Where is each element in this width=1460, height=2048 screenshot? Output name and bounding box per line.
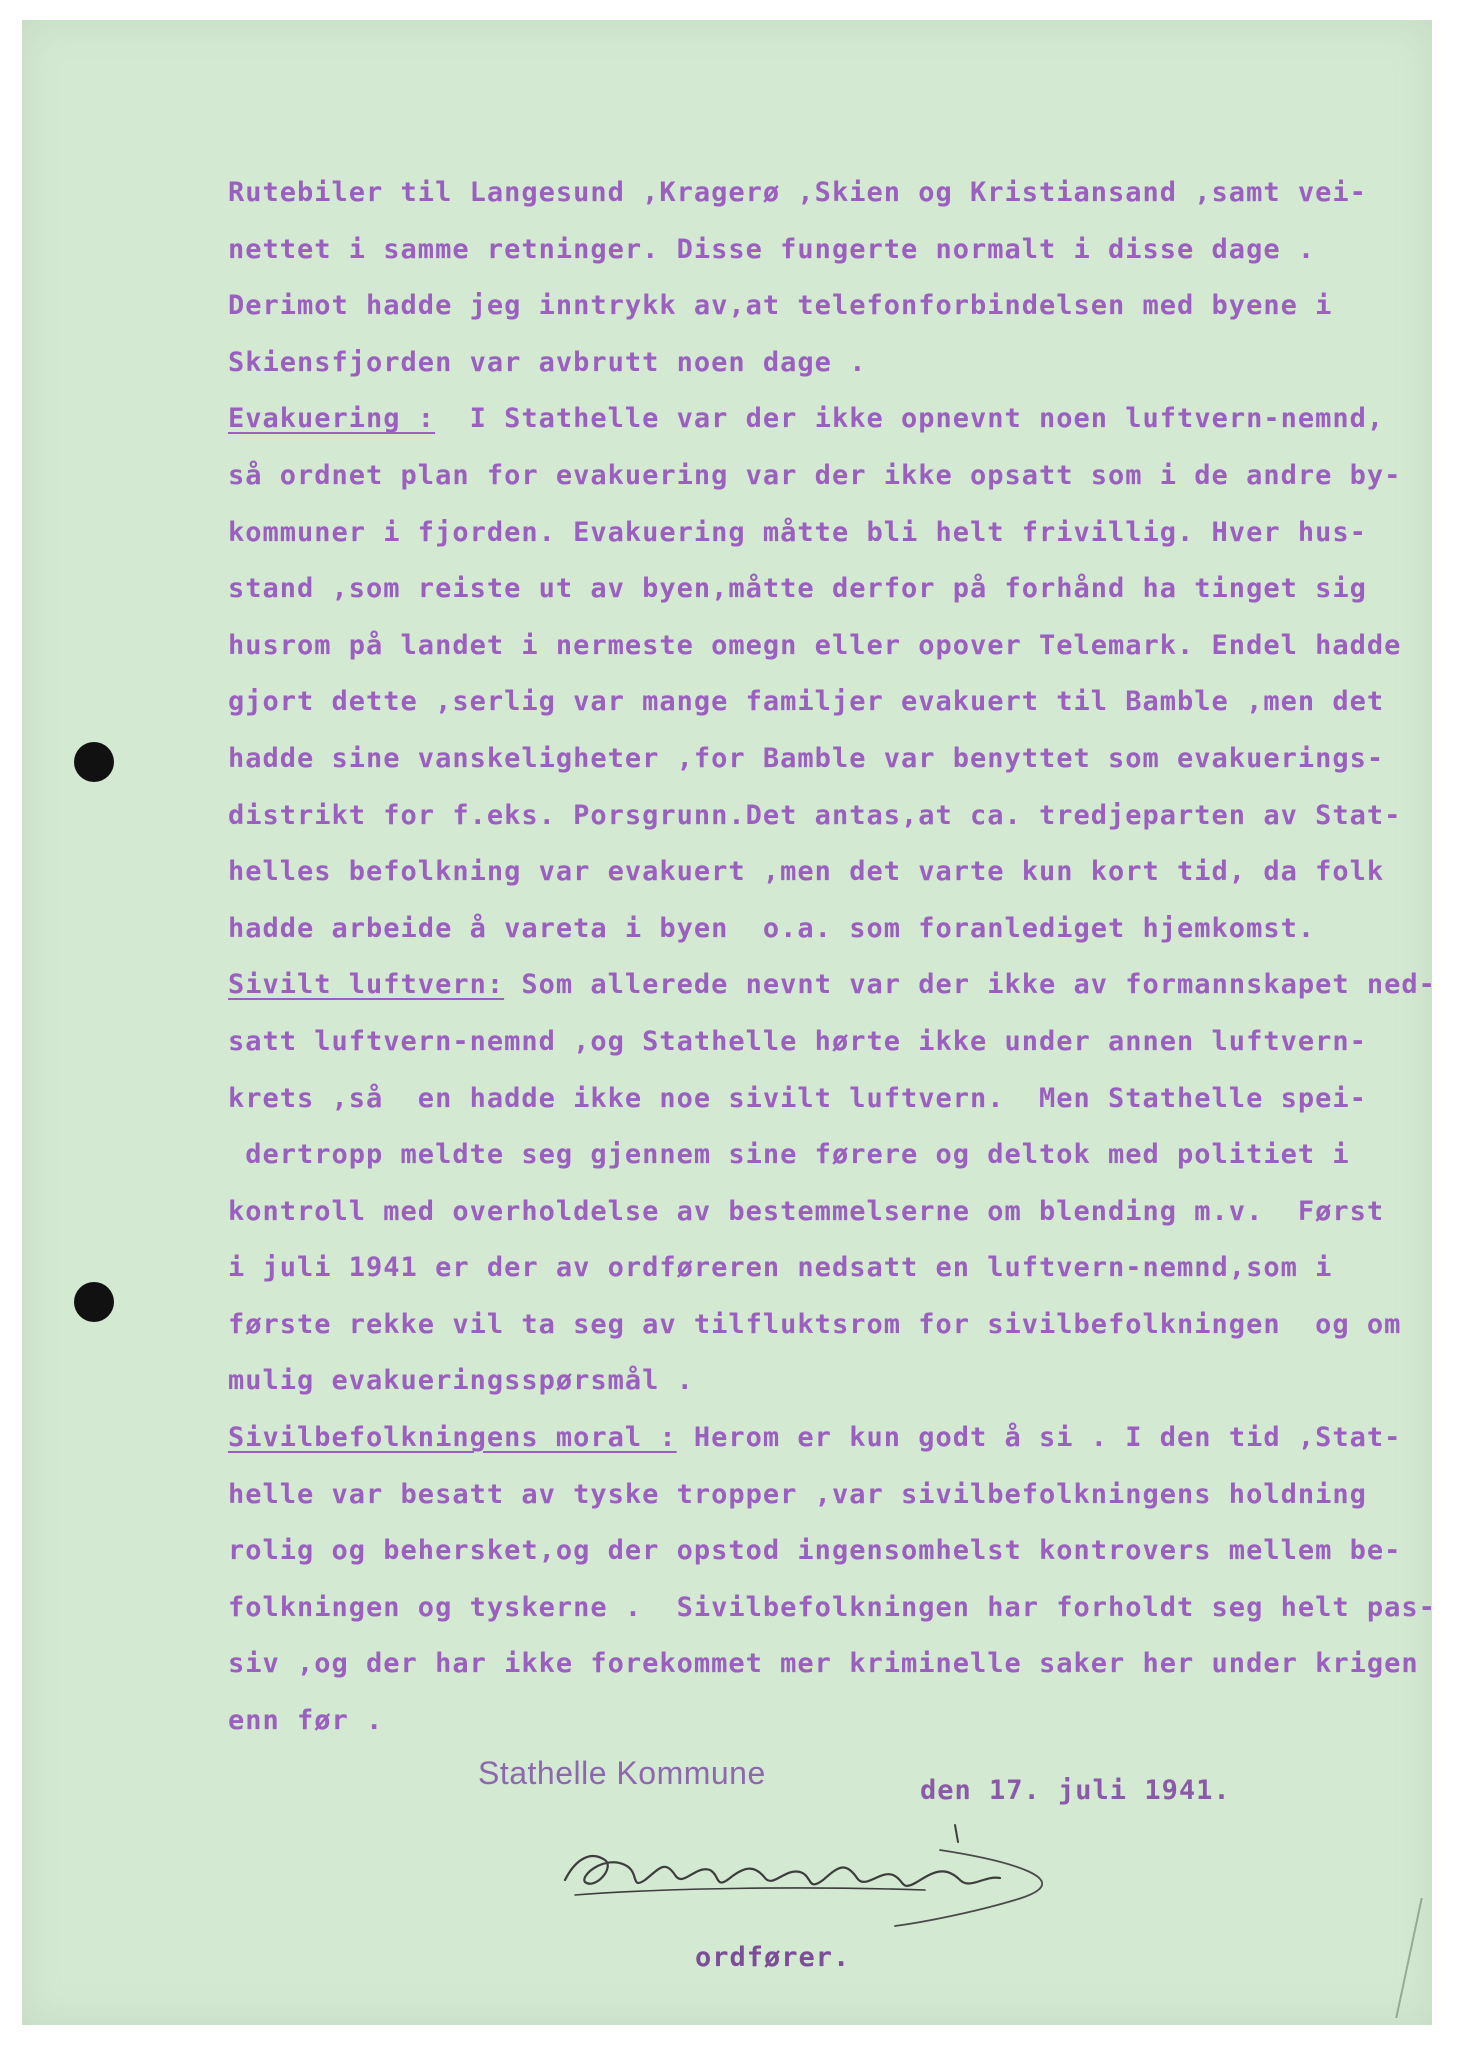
section-heading: Sivilt luftvern: (228, 969, 505, 1001)
line-text: hadde arbeide å vareta i byen o.a. som foranlediget hjemkomst. (228, 912, 1316, 944)
punch-hole-bottom (74, 1282, 114, 1322)
line-text: siv ,og der har ikke forekommet mer kriminelle saker her under krigen (228, 1648, 1419, 1680)
text-line (228, 1071, 1428, 1128)
punch-hole-top (74, 742, 114, 782)
text-line (228, 278, 1428, 335)
line-text: husrom på landet i nermeste omegn eller opover Telemark. Endel hadde (228, 629, 1402, 661)
line-text: så ordnet plan for evakuering var der ikke opsatt som i de andre by- (228, 459, 1402, 491)
line-text: kontroll med overholdelse av bestemmelserne om blending m.v. Først (228, 1195, 1385, 1227)
line-text: I Stathelle var der ikke opnevnt noen luftvern-nemnd, (435, 403, 1385, 435)
text-line (228, 1693, 1428, 1750)
text-line (228, 788, 1428, 845)
section-heading: Sivilbefolkningens moral : (228, 1422, 677, 1454)
line-text: i juli 1941 er der av ordføreren nedsatt en luftvern-nemnd,som i (228, 1252, 1333, 1284)
line-text: helle var besatt av tyske tropper ,var sivilbefolkningens holdning (228, 1478, 1367, 1510)
text-line (228, 901, 1428, 958)
line-text: satt luftvern-nemnd ,og Stathelle hørte ikke under annen luftvern- (228, 1025, 1367, 1057)
text-line (228, 222, 1428, 279)
text-line (228, 731, 1428, 788)
signatory-title: ordfører. (695, 1942, 851, 1973)
text-line (228, 165, 1428, 222)
line-text: enn før . (228, 1705, 384, 1737)
letter-date: den 17. juli 1941. (920, 1775, 1231, 1806)
line-text: Skiensfjorden var avbrutt noen dage . (228, 346, 867, 378)
municipality-stamp: Stathelle Kommune (478, 1755, 766, 1791)
line-text: kommuner i fjorden. Evakuering måtte bli helt frivillig. Hver hus- (228, 516, 1367, 548)
text-line (228, 1523, 1428, 1580)
text-line (228, 1467, 1428, 1524)
line-text: første rekke vil ta seg av tilfluktsrom for sivilbefolkningen og om (228, 1308, 1402, 1340)
line-text: gjort dette ,serlig var mange familjer evakuert til Bamble ,men det (228, 686, 1385, 718)
text-line (228, 448, 1428, 505)
text-line (228, 561, 1428, 618)
text-line (228, 505, 1428, 562)
typewritten-body (228, 165, 1436, 1750)
text-line (228, 957, 1436, 1014)
text-line (228, 1580, 1436, 1637)
text-line (228, 1297, 1428, 1354)
text-line (228, 1184, 1428, 1241)
text-line (228, 1410, 1428, 1467)
section-heading: Evakuering : (228, 403, 436, 435)
text-line (228, 1353, 1428, 1410)
text-line (228, 1014, 1428, 1071)
text-line (228, 1636, 1428, 1693)
line-text: Derimot hadde jeg inntrykk av,at telefonforbindelsen med byene i (228, 290, 1333, 322)
line-text: mulig evakueringsspørsmål . (228, 1365, 694, 1397)
text-line (228, 1127, 1428, 1184)
text-line (228, 335, 1428, 392)
line-text: nettet i samme retninger. Disse fungerte normalt i disse dage . (228, 233, 1316, 265)
line-text: Som allerede nevnt var der ikke av formannskapet ned- (504, 969, 1436, 1001)
line-text: distrikt for f.eks. Porsgrunn.Det antas,at ca. tredjeparten av Stat- (228, 799, 1402, 831)
line-text: dertropp meldte seg gjennem sine førere og deltok med politiet i (228, 1139, 1350, 1171)
line-text: rolig og behersket,og der opstod ingensomhelst kontrovers mellem be- (228, 1535, 1402, 1567)
line-text: folkningen og tyskerne . Sivilbefolkningen har forholdt seg helt pas- (228, 1591, 1436, 1623)
text-line (228, 1240, 1428, 1297)
text-line (228, 618, 1428, 675)
line-text: hadde sine vanskeligheter ,for Bamble var benyttet som evakuerings- (228, 742, 1385, 774)
text-line (228, 674, 1428, 731)
text-line (228, 391, 1428, 448)
line-text: Rutebiler til Langesund ,Kragerø ,Skien og Kristiansand ,samt vei- (228, 177, 1367, 208)
handwritten-signature (545, 1820, 1105, 1930)
line-text: stand ,som reiste ut av byen,måtte derfor på forhånd ha tinget sig (228, 573, 1367, 605)
text-line (228, 844, 1428, 901)
line-text: Herom er kun godt å si . I den tid ,Stat- (676, 1422, 1402, 1454)
line-text: krets ,så en hadde ikke noe sivilt luftvern. Men Stathelle spei- (228, 1082, 1367, 1114)
line-text: helles befolkning var evakuert ,men det varte kun kort tid, da folk (228, 856, 1385, 888)
